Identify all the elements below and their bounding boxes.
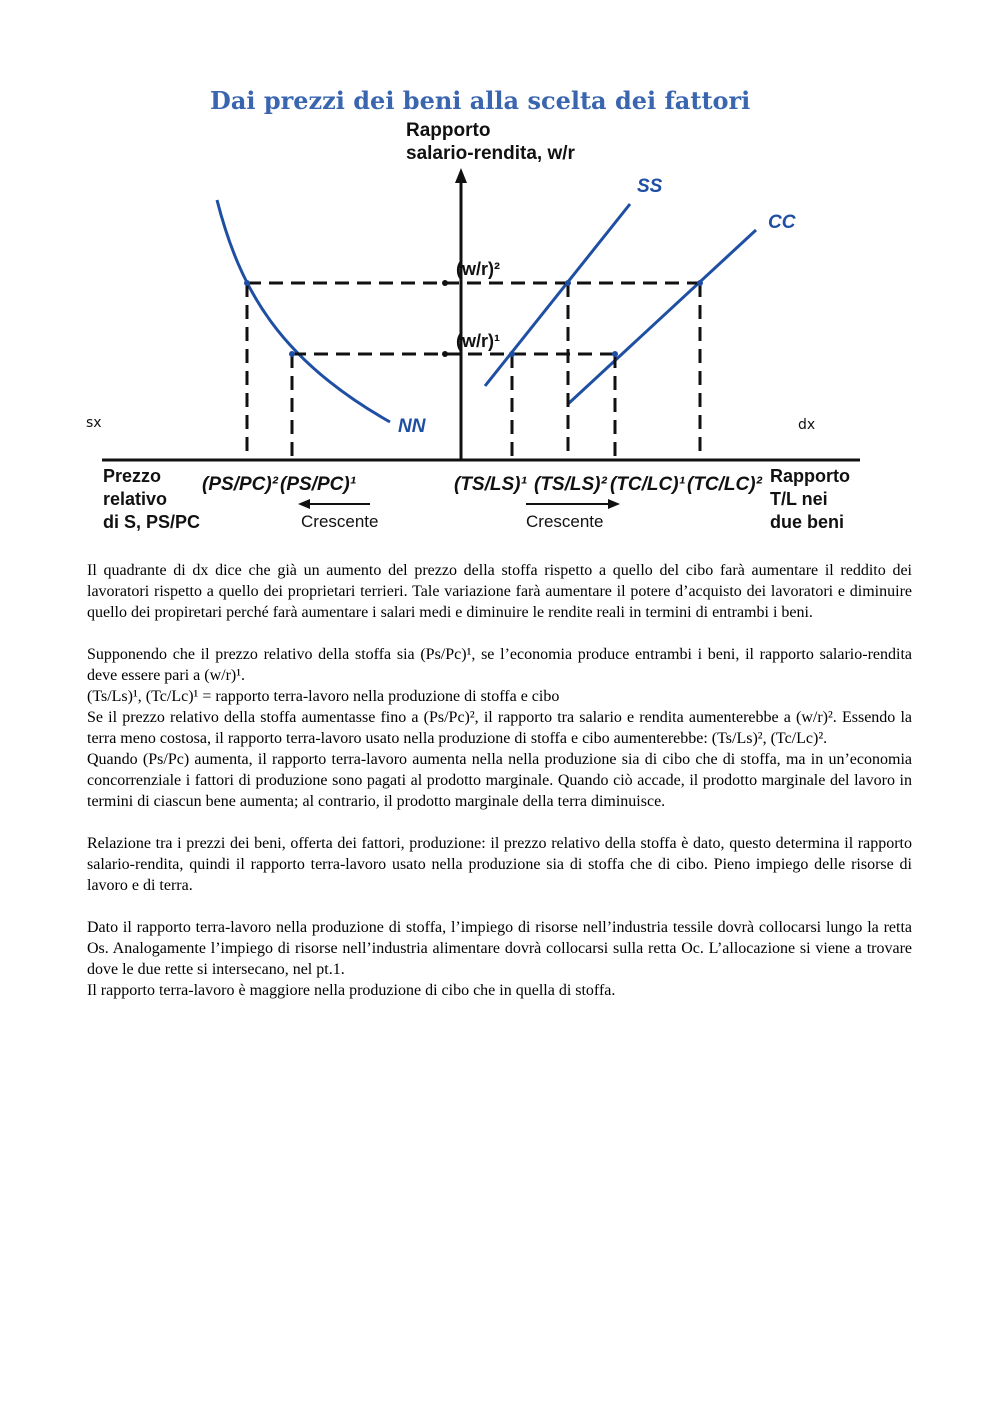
- paragraph-quadrant-dx: Il quadrante di dx dice che già un aumento del prezzo della stoffa rispetto a quello del cibo farà aumentare il reddito dei lavoratori rispetto a quello dei proprietari terrieri. Tale variazione farà aumentare il potere d’acquisto dei lavoratori e diminuire quello dei propiretari perché farà aumentare i salari medi e diminuire le rendite reali in termini di entrambi i beni.: [87, 562, 912, 621]
- crescente-right-label: Crescente: [526, 512, 604, 531]
- left-axis-label-line1: Prezzo: [103, 466, 162, 486]
- nn-curve-label: NN: [398, 416, 426, 437]
- paragraph-allocation: Dato il rapporto terra-lavoro nella produzione di stoffa, l’impiego di risorse nell’industria tessile dovrà collocarsi lungo la retta Os. Analogamente l’impiego di risorse nell’industria alimentare dovrà collocarsi sulla retta Oc. L’allocazione si viene a trovare dove le due rette si intersecano, nel pt.1.: [87, 919, 912, 978]
- crescente-right-arrowhead: [608, 499, 620, 509]
- tc-lc-1-label: (TC/LC)¹: [610, 474, 685, 495]
- ts-ls-2-label: (TS/LS)²: [534, 474, 607, 495]
- point-ss-2: [565, 280, 571, 286]
- ps-pc-1-label: (PS/PC)¹: [280, 474, 356, 495]
- point-nn-2: [244, 280, 250, 286]
- cc-curve-label: CC: [768, 212, 796, 233]
- point-nn-1: [289, 351, 295, 357]
- paragraph-supposing: Supponendo che il prezzo relativo della stoffa sia (Ps/Pc)¹, se l’economia produce entrambi i beni, il rapporto salario-rendita deve essere pari a (w/r)¹.: [87, 646, 912, 684]
- point-ss-1: [509, 351, 515, 357]
- cc-curve: [568, 230, 756, 404]
- y-axis-label-line2: salario-rendita, w/r: [406, 143, 575, 164]
- point-wr2-axis: [442, 280, 448, 286]
- right-axis-label-line2: T/L nei: [770, 489, 828, 509]
- left-axis-label-line2: relativo: [103, 489, 168, 509]
- nn-curve: [217, 200, 390, 422]
- left-axis-label-line3: di S, PS/PC: [103, 512, 201, 532]
- point-wr1-axis: [442, 351, 448, 357]
- paragraph-land-labor-ratio: (Ts/Ls)¹, (Tc/Lc)¹ = rapporto terra-lavoro nella produzione di stoffa e cibo: [87, 688, 560, 705]
- wr1-label: (w/r)¹: [456, 331, 500, 351]
- paragraph-marginal-product: Quando (Ps/Pc) aumenta, il rapporto terra-lavoro aumenta nella nella produzione sia di cibo che di stoffa, ma in un’economia concorrenziale i fattori di produzione sono pagati al prodotto marginale. Quando ciò accade, il prodotto marginale del lavoro in termini di ciascun bene aumenta; al contrario, il prodotto marginale della terra diminuisce.: [87, 751, 912, 810]
- wr2-label: (w/r)²: [456, 259, 500, 279]
- figure-title: Dai prezzi dei beni alla scelta dei fattori: [210, 86, 751, 115]
- paragraph-relation: Relazione tra i prezzi dei beni, offerta dei fattori, produzione: il prezzo relativo della stoffa è dato, questo determina il rapporto salario-rendita, quindi il rapporto terra-lavoro usato nella produzione sia di stoffa che di cibo. Pieno impiego delle risorse di lavoro e di terra.: [87, 835, 912, 894]
- ss-curve: [485, 204, 630, 386]
- y-axis-label-line1: Rapporto: [406, 120, 491, 141]
- vertical-axis-arrow: [455, 168, 467, 183]
- paragraph-price-increase: Se il prezzo relativo della stoffa aumentasse fino a (Ps/Pc)², il rapporto tra salario e rendita aumenterebbe a (w/r)². Essendo la terra meno costosa, il rapporto terra-lavoro usato nella produzione di stoffa e cibo aumenterebbe: (Ts/Ls)², (Tc/Lc)².: [87, 709, 912, 747]
- right-axis-label-line1: Rapporto: [770, 466, 850, 486]
- tc-lc-2-label: (TC/LC)²: [687, 474, 762, 495]
- ss-curve-label: SS: [637, 176, 663, 197]
- factor-choice-diagram: [80, 80, 920, 550]
- paragraph-conclusion: Il rapporto terra-lavoro è maggiore nella produzione di cibo che in quella di stoffa.: [87, 982, 616, 999]
- body-text: [87, 560, 912, 1001]
- side-label-left: sx: [86, 415, 102, 431]
- point-cc-1: [612, 351, 618, 357]
- crescente-left-arrowhead: [298, 499, 310, 509]
- point-cc-2: [697, 280, 703, 286]
- ts-ls-1-label: (TS/LS)¹: [454, 474, 527, 495]
- side-label-right: dx: [798, 417, 816, 433]
- right-axis-label-line3: due beni: [770, 512, 845, 532]
- ps-pc-2-label: (PS/PC)²: [202, 474, 278, 495]
- crescente-left-label: Crescente: [301, 512, 379, 531]
